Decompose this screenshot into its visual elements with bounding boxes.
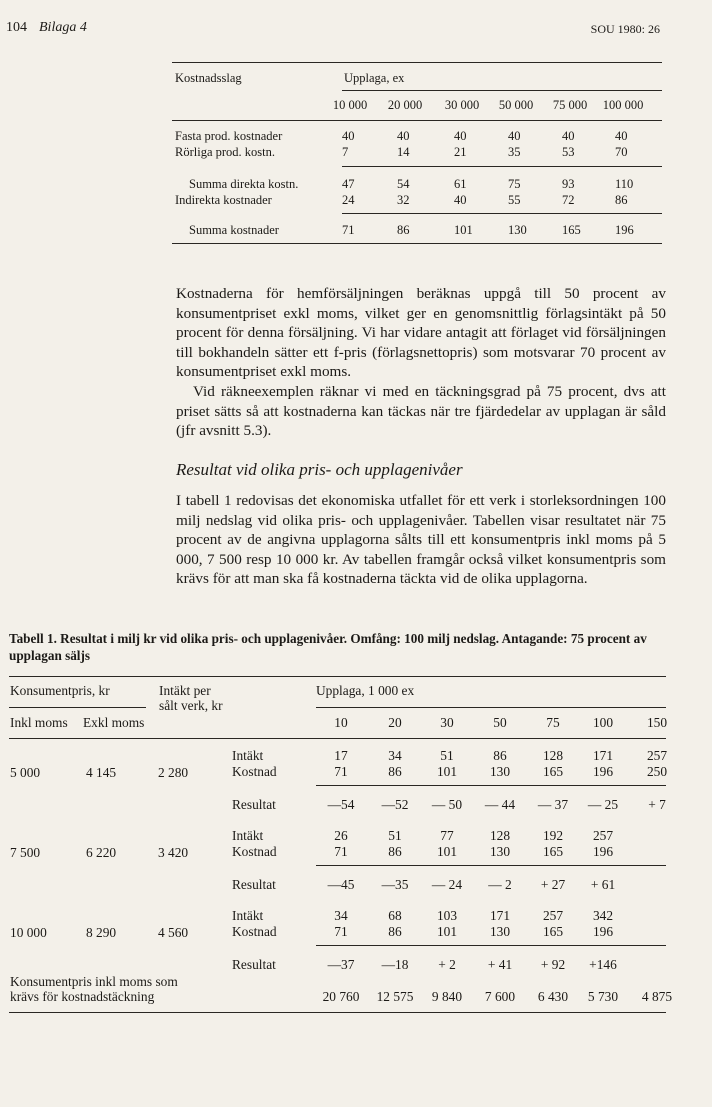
- table-cell: 7: [342, 145, 349, 159]
- edition-header: 20: [388, 715, 402, 730]
- table-cell: 250: [646, 764, 668, 779]
- head-income: Intäkt per: [159, 683, 211, 698]
- edition-header: 100: [592, 715, 614, 730]
- table-cell: 110: [615, 177, 634, 191]
- table-cell: 54: [397, 177, 410, 191]
- table-cell: — 44: [484, 797, 516, 812]
- table-cell: 86: [388, 924, 402, 939]
- table-cell: 71: [334, 924, 348, 939]
- table-cell: 165: [542, 844, 564, 859]
- price-excl-moms: 8 290: [86, 925, 117, 940]
- rule: [9, 738, 666, 739]
- table-cell: 55: [508, 193, 521, 207]
- table-cell: +146: [589, 957, 617, 972]
- row-label: Summa direkta kostn.: [189, 177, 299, 191]
- paragraph: Kostnaderna för hemförsäljningen beräknas uppgå till 50 procent av konsumentpriset exkl moms, vilket ger en genomsnittlig förlagsintäkt på 50 procent för denna försäljning. Vi har vidare antagit att förlaget vid försäljningen till bokhandeln sätter ett f-pris (förlagsnettopris) som motsvarar 70 procent av konsumentpriset exkl moms.: [176, 285, 666, 381]
- head-incl: Inkl moms: [10, 715, 68, 730]
- table-cell: 257: [646, 748, 668, 763]
- row-label-resultat: Resultat: [232, 877, 276, 892]
- rule: [316, 945, 666, 946]
- edition-header: 100 000: [602, 98, 644, 112]
- table-cell: 71: [334, 764, 348, 779]
- table-cell: 86: [388, 764, 402, 779]
- paragraph: Vid räkneexemplen räknar vi med en täckningsgrad på 75 procent, dvs att priset sätts så att kostnaderna kan täckas när tre fjärdedelar av upplagan är såld (jfr avsnitt 5.3).: [176, 382, 666, 440]
- table-cell: 171: [592, 748, 614, 763]
- table-cell: 101: [436, 844, 458, 859]
- edition-header: 20 000: [387, 98, 423, 112]
- row-label-intakt: Intäkt: [232, 748, 264, 763]
- body-text: [176, 491, 666, 589]
- series-label: SOU 1980: 26: [590, 22, 660, 36]
- table-cell: 86: [397, 223, 410, 237]
- table-cell: — 24: [431, 877, 463, 892]
- table-cell: —52: [381, 797, 409, 812]
- rule: [9, 676, 666, 677]
- table-cell: 14: [397, 145, 410, 159]
- table-cell: 77: [440, 828, 454, 843]
- rule: [316, 785, 666, 786]
- price-incl-moms: 5 000: [10, 765, 41, 780]
- rule: [9, 707, 146, 708]
- table-cell: 93: [562, 177, 575, 191]
- table-cell: 40: [454, 193, 467, 207]
- table-cell: 130: [489, 764, 511, 779]
- table-cell: 40: [397, 129, 410, 143]
- table-cell: 61: [454, 177, 467, 191]
- table-cell: 34: [388, 748, 402, 763]
- section-label: Bilaga 4: [39, 20, 87, 35]
- table-cell: 101: [436, 924, 458, 939]
- row-label: Summa kostnader: [189, 223, 279, 237]
- edition-header: 10 000: [332, 98, 368, 112]
- table-cell: + 41: [487, 957, 513, 972]
- edition-header: 50 000: [498, 98, 534, 112]
- table-caption: Tabell 1. Resultat i milj kr vid olika pris- och upplagenivåer. Omfång: 100 milj nedslag. Antagande: 75 procent av upplagan säljs: [9, 631, 647, 663]
- table-cell: —54: [327, 797, 355, 812]
- price-excl-moms: 4 145: [86, 765, 117, 780]
- rule: [342, 166, 662, 167]
- footer-cell: 4 875: [641, 989, 673, 1004]
- edition-header: 30: [440, 715, 454, 730]
- table-cell: 86: [388, 844, 402, 859]
- rule: [342, 213, 662, 214]
- table-cell: 257: [592, 828, 614, 843]
- footer-cell: 6 430: [537, 989, 569, 1004]
- footer-cell: 12 575: [376, 989, 414, 1004]
- rule: [316, 865, 666, 866]
- table-cell: 128: [542, 748, 564, 763]
- table-cell: 130: [508, 223, 527, 237]
- table-cell: 24: [342, 193, 355, 207]
- table-cell: —18: [381, 957, 409, 972]
- price-excl-moms: 6 220: [86, 845, 117, 860]
- table-cell: + 92: [540, 957, 566, 972]
- table-cell: — 25: [587, 797, 619, 812]
- table-cell: —45: [327, 877, 355, 892]
- footer-cell: 7 600: [484, 989, 516, 1004]
- table-cell: 71: [334, 844, 348, 859]
- head-excl: Exkl moms: [83, 715, 145, 730]
- table-cell: 34: [334, 908, 348, 923]
- col-header-upplaga: Upplaga, ex: [344, 71, 405, 85]
- edition-header: 75 000: [552, 98, 588, 112]
- table-cell: 196: [592, 844, 614, 859]
- head-upplaga: Upplaga, 1 000 ex: [316, 683, 415, 698]
- footer-cell: 20 760: [322, 989, 360, 1004]
- price-incl-moms: 7 500: [10, 845, 41, 860]
- table-cell: 40: [342, 129, 355, 143]
- table-cell: — 37: [537, 797, 569, 812]
- table-cell: 86: [493, 748, 507, 763]
- table-cell: 101: [436, 764, 458, 779]
- table-cell: 72: [562, 193, 575, 207]
- table-cell: 196: [592, 764, 614, 779]
- footer-label: Konsumentpris inkl moms som: [10, 974, 178, 989]
- table-cell: 103: [436, 908, 458, 923]
- row-label-kostnad: Kostnad: [232, 764, 277, 779]
- section-heading: Resultat vid olika pris- och upplagenivåer: [176, 460, 463, 479]
- income-per-unit: 2 280: [158, 765, 189, 780]
- table-cell: 75: [508, 177, 521, 191]
- table-cell: 165: [562, 223, 581, 237]
- footer-cell: 5 730: [587, 989, 619, 1004]
- running-header-left: [6, 20, 87, 36]
- table-cell: + 61: [590, 877, 616, 892]
- edition-header: 75: [546, 715, 560, 730]
- table-cell: + 7: [648, 797, 666, 812]
- table-cell: 130: [489, 844, 511, 859]
- body-text: [176, 284, 666, 441]
- table-cell: 128: [489, 828, 511, 843]
- row-label: Fasta prod. kostnader: [175, 129, 283, 143]
- rule: [9, 1012, 666, 1013]
- footer-label: krävs för kostnadstäckning: [10, 989, 155, 1004]
- table-cell: 51: [388, 828, 402, 843]
- table-cell: + 27: [540, 877, 566, 892]
- table-cell: 192: [542, 828, 564, 843]
- edition-header: 50: [493, 715, 507, 730]
- table-cell: 21: [454, 145, 467, 159]
- table-cell: 196: [615, 223, 634, 237]
- rule: [172, 243, 662, 244]
- table-cell: 342: [592, 908, 614, 923]
- table-cell: 70: [615, 145, 628, 159]
- row-label-intakt: Intäkt: [232, 908, 264, 923]
- row-label-resultat: Resultat: [232, 797, 276, 812]
- table-cell: —35: [381, 877, 409, 892]
- row-label-kostnad: Kostnad: [232, 844, 277, 859]
- income-per-unit: 3 420: [158, 845, 189, 860]
- table-cell: 165: [542, 764, 564, 779]
- rule: [342, 90, 662, 91]
- price-incl-moms: 10 000: [10, 925, 47, 940]
- table-cell: 17: [334, 748, 348, 763]
- table-cell: 171: [489, 908, 511, 923]
- rule: [172, 120, 662, 121]
- table-cell: —37: [327, 957, 355, 972]
- table-cell: 86: [615, 193, 628, 207]
- edition-header: 150: [646, 715, 668, 730]
- table-cell: 40: [615, 129, 628, 143]
- footer-cell: 9 840: [431, 989, 463, 1004]
- table-cell: 40: [454, 129, 467, 143]
- head-income: sålt verk, kr: [159, 698, 223, 713]
- income-per-unit: 4 560: [158, 925, 189, 940]
- table-cell: 101: [454, 223, 473, 237]
- table-cell: 257: [542, 908, 564, 923]
- table-cell: 130: [489, 924, 511, 939]
- table-cell: 51: [440, 748, 454, 763]
- row-label-resultat: Resultat: [232, 957, 276, 972]
- edition-header: 10: [334, 715, 348, 730]
- table-cell: 40: [508, 129, 521, 143]
- table-cell: 32: [397, 193, 410, 207]
- table-cell: — 50: [431, 797, 463, 812]
- paragraph: I tabell 1 redovisas det ekonomiska utfallet för ett verk i storleksordningen 100 milj nedslag vid olika pris- och upplagenivåer. Tabellen visar resultatet när 75 procent av de angivna upplagorna sålts till ett konsumentpris inkl moms på 5 000, 7 500 resp 10 000 kr. Av tabellen framgår också vilket konsumentpris som krävs för att man ska få kostnaderna täckta vid de olika upplagorna.: [176, 492, 666, 588]
- table-cell: 35: [508, 145, 521, 159]
- table-cell: 68: [388, 908, 402, 923]
- table-cell: 26: [334, 828, 348, 843]
- edition-header: 30 000: [444, 98, 480, 112]
- row-label-kostnad: Kostnad: [232, 924, 277, 939]
- table-cell: 40: [562, 129, 575, 143]
- table-cell: 196: [592, 924, 614, 939]
- rule: [316, 707, 666, 708]
- table-cell: + 2: [438, 957, 456, 972]
- head-consumer-price: Konsumentpris, kr: [10, 683, 110, 698]
- table-cell: 47: [342, 177, 355, 191]
- table-cell: — 2: [488, 877, 512, 892]
- page-number: 104: [6, 20, 27, 35]
- row-label: Indirekta kostnader: [175, 193, 272, 207]
- table-cell: 165: [542, 924, 564, 939]
- row-label-intakt: Intäkt: [232, 828, 264, 843]
- row-label: Rörliga prod. kostn.: [175, 145, 275, 159]
- col-header-kostnadsslag: Kostnadsslag: [175, 71, 242, 85]
- table-cell: 53: [562, 145, 575, 159]
- table-cell: 71: [342, 223, 355, 237]
- rule: [172, 62, 662, 63]
